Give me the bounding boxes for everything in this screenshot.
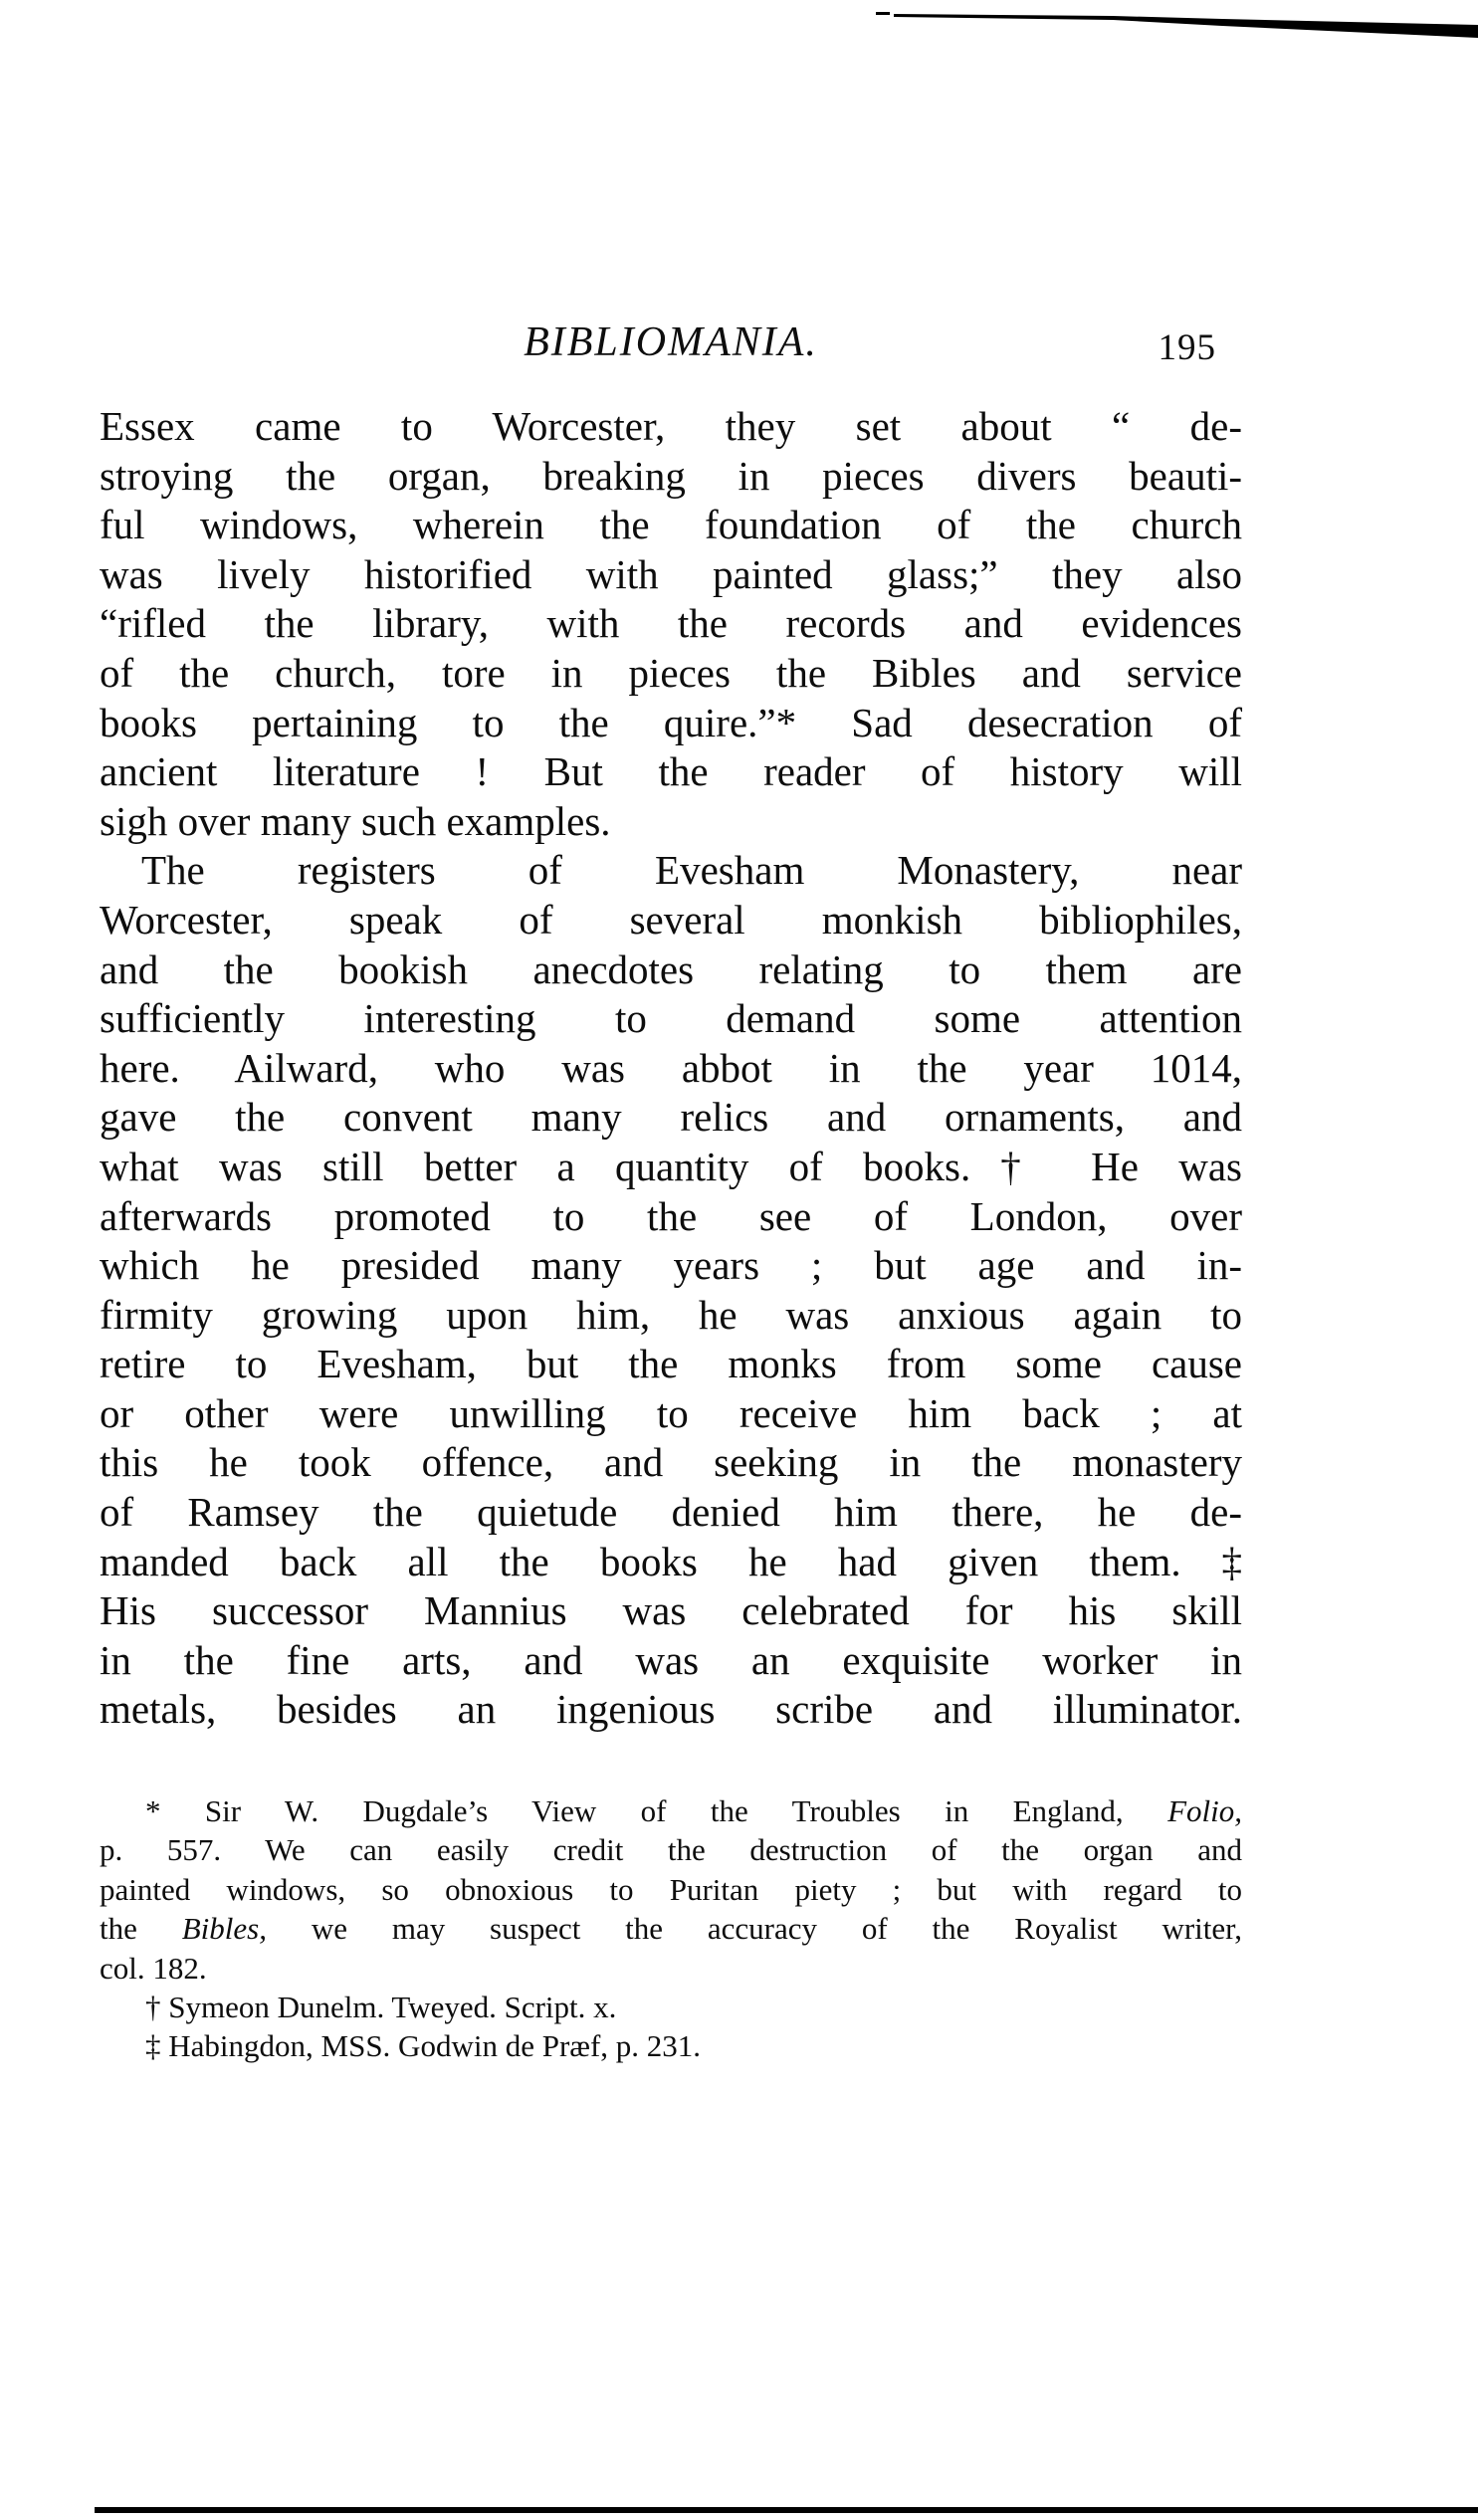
text-line: Essex came to Worcester, they set about “ de- [100, 403, 1242, 449]
footnote-line [100, 1909, 1242, 1948]
text-line: of Ramsey the quietude denied him there, he de- [100, 1489, 1242, 1536]
text-line: Worcester, speak of several monkish bibliophiles, [100, 896, 1242, 943]
page-number: 195 [1158, 327, 1216, 368]
text-line: in the fine arts, and was an exquisite worker in [100, 1636, 1242, 1683]
footnote-line [100, 1870, 1242, 1909]
paragraph-1 [100, 402, 1242, 846]
italic-text: Folio, [1167, 1793, 1242, 1828]
text-line: was lively historified with painted glass;” they also [100, 550, 1242, 597]
text-line: sufficiently interesting to demand some attention [100, 995, 1242, 1042]
text-segment: the [100, 1911, 182, 1947]
scan-speck [876, 12, 890, 15]
text-line: His successor Mannius was celebrated for his skill [100, 1587, 1242, 1634]
text-line: here. Ailward, who was abbot in the year 1014, [100, 1044, 1242, 1091]
text-line: this he took offence, and seeking in the monastery [100, 1439, 1242, 1486]
text-line: and the bookish anecdotes relating to them are [100, 945, 1242, 992]
paragraph-2 [100, 846, 1242, 1735]
text-line: stroying the organ, breaking in pieces divers beauti- [100, 452, 1242, 499]
scan-line [894, 14, 1478, 38]
text-line: what was still better a quantity of books.† He was [100, 1143, 1242, 1189]
footnote-3: ‡ Habingdon, MSS. Godwin de Præf, p. 231. [145, 2028, 702, 2064]
scan-artifact-top-edge [854, 6, 1478, 46]
text-segment: * Sir W. Dugdale’s View of the Troubles in England, [145, 1793, 1168, 1828]
italic-text: Bibles, [181, 1911, 267, 1947]
text-line: ancient literature ! But the reader of history will [100, 748, 1242, 795]
text-line: “rifled the library, with the records and evidences [100, 600, 1242, 647]
text-line: sigh over many such examples. [100, 797, 611, 844]
text-line: of the church, tore in pieces the Bibles and service [100, 649, 1242, 696]
footnote-1 [100, 1791, 1242, 1988]
running-title: BIBLIOMANIA. [524, 319, 818, 365]
text-segment: we may suspect the accuracy of the Royalist writer, [266, 1911, 1242, 1947]
footnote-line [100, 1830, 1242, 1869]
text-line: retire to Evesham, but the monks from some cause [100, 1341, 1242, 1387]
footnote-line [100, 1949, 1242, 1988]
text-line: gave the convent many relics and ornaments, and [100, 1094, 1242, 1141]
scan-artifact-bottom-edge [95, 2507, 1478, 2513]
footnotes [100, 1791, 1242, 2066]
text-line: manded back all the books he had given them.‡ [100, 1538, 1242, 1584]
text-segment: painted windows, so obnoxious to Puritan piety ; but with regard to [100, 1871, 1242, 1907]
text-line: ful windows, wherein the foundation of the church [100, 502, 1242, 548]
text-line: or other were unwilling to receive him back ; at [100, 1389, 1242, 1436]
text-segment: p. 557. We can easily credit the destruction of the organ and [100, 1832, 1242, 1868]
body-text [100, 402, 1242, 1735]
text-line: which he presided many years ; but age and in- [100, 1242, 1242, 1289]
page-header [100, 318, 1242, 378]
footnote-line [100, 1791, 1242, 1830]
footnote-2: † Symeon Dunelm. Tweyed. Script. x. [145, 1990, 617, 2025]
text-segment: col. 182. [100, 1950, 207, 1986]
text-line: metals, besides an ingenious scribe and illuminator. [100, 1686, 1242, 1733]
text-line: firmity growing upon him, he was anxious again to [100, 1291, 1242, 1338]
text-line: afterwards promoted to the see of London, over [100, 1192, 1242, 1239]
text-line: books pertaining to the quire.”* Sad desecration of [100, 699, 1242, 745]
text-line: The registers of Evesham Monastery, near [141, 847, 1242, 894]
